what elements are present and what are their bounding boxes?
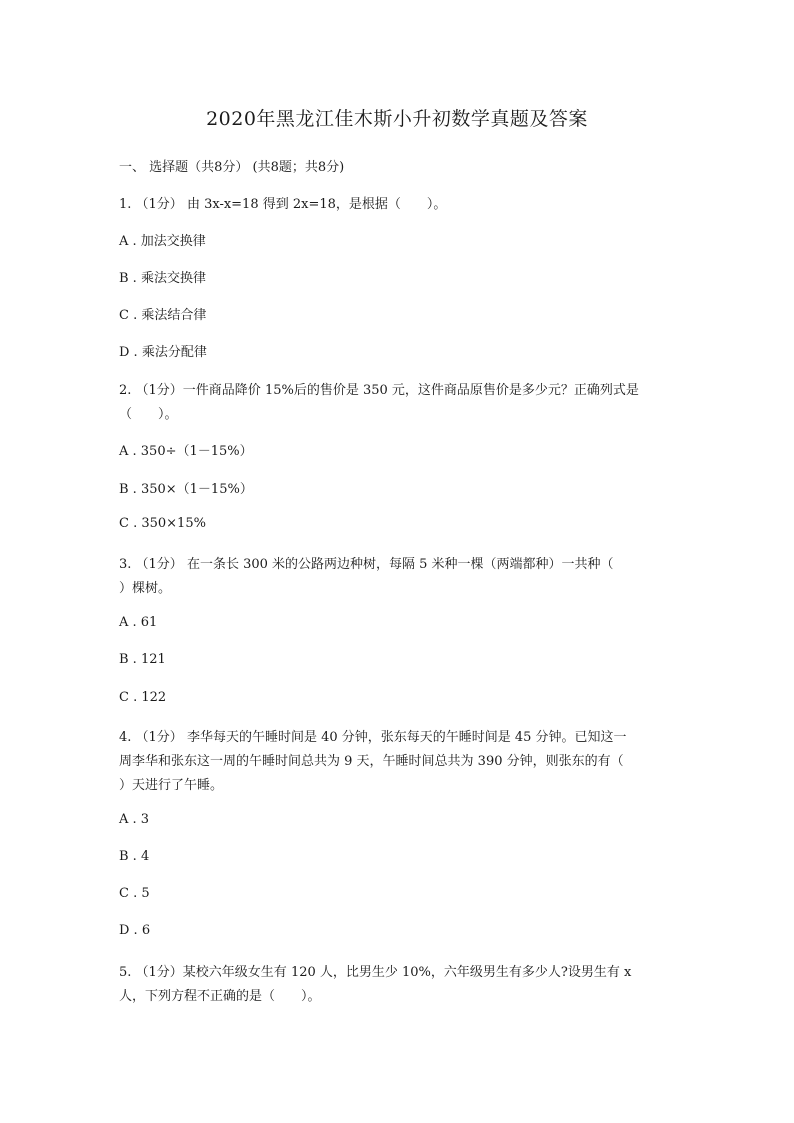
q4-stem-cont-2: ）天进行了午睡。	[119, 778, 224, 793]
q1-option-a: A . 加法交换律	[119, 234, 206, 249]
q3-option-c: C . 122	[119, 690, 167, 705]
q2-option-c: C . 350×15%	[119, 516, 206, 531]
q2-option-b: B . 350×（1－15%）	[119, 482, 253, 497]
q1-option-c: C . 乘法结合律	[119, 308, 207, 323]
q2-option-a: A . 350÷（1－15%）	[119, 444, 253, 459]
q4-option-d: D . 6	[119, 923, 151, 938]
q3-option-a: A . 61	[119, 615, 158, 630]
q3-stem-cont: ）棵树。	[119, 581, 172, 596]
page-title: 2020年黑龙江佳木斯小升初数学真题及答案	[206, 108, 588, 130]
q4-stem-cont-1: 周李华和张东这一周的午睡时间总共为 9 天，午睡时间总共为 390 分钟，则张东的有（	[119, 754, 624, 769]
q5-stem: 5. （1分）某校六年级女生有 120 人，比男生少 10%，六年级男生有多少人?设男生有 x	[119, 965, 632, 980]
q3-option-b: B . 121	[119, 652, 166, 667]
q5-stem-cont: 人，下列方程不正确的是（ ）。	[119, 989, 321, 1004]
q4-stem: 4. （1分） 李华每天的午睡时间是 40 分钟，张东每天的午睡时间是 45 分钟。已知这一	[119, 730, 627, 745]
q1-option-b: B . 乘法交换律	[119, 271, 206, 286]
q1-option-d: D . 乘法分配律	[119, 345, 207, 360]
q2-stem: 2. （1分）一件商品降价 15%后的售价是 350 元，这件商品原售价是多少元？正确列式是	[119, 383, 639, 398]
section-heading: 一、 选择题（共8分） (共8题；共8分)	[119, 160, 345, 175]
q4-option-b: B . 4	[119, 849, 150, 864]
q3-stem: 3. （1分） 在一条长 300 米的公路两边种树，每隔 5 米种一棵（两端都种）一共种（	[119, 557, 614, 572]
q1-stem: 1. （1分） 由 3x-x=18 得到 2x=18，是根据（ ）。	[119, 197, 447, 212]
q2-stem-cont: （ ）。	[119, 407, 178, 422]
q4-option-c: C . 5	[119, 886, 150, 901]
q4-option-a: A . 3	[119, 812, 150, 827]
